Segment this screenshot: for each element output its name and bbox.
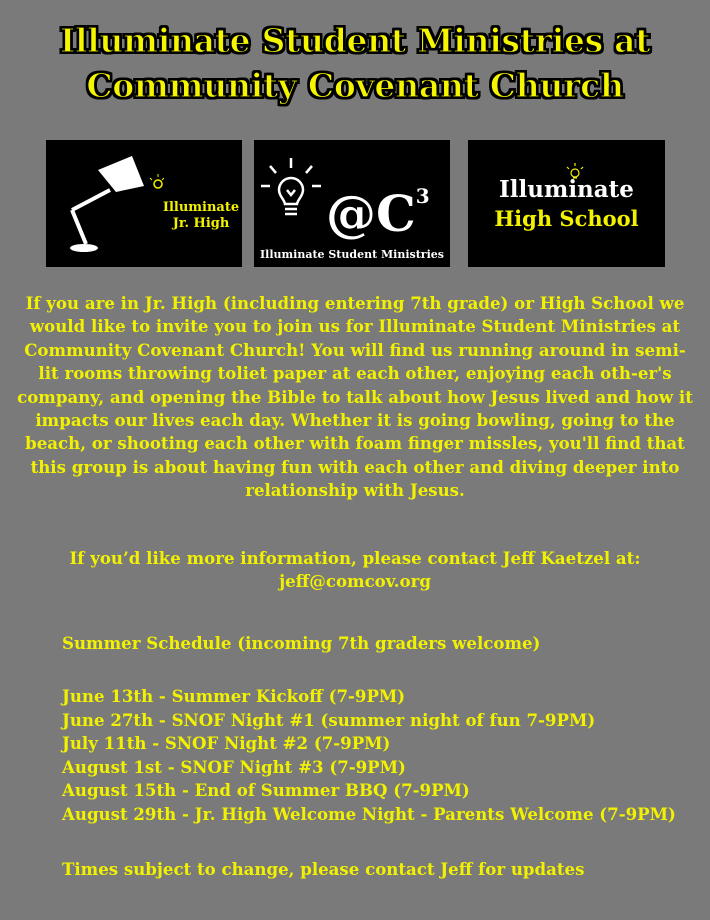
schedule-heading: Summer Schedule (incoming 7th graders welcome) [62, 633, 541, 653]
logo-mark-text: @C [326, 184, 416, 243]
logo-illuminate-jr-high [46, 140, 242, 267]
title-line-2: Community Covenant Church [86, 66, 624, 105]
schedule-list [62, 685, 702, 827]
schedule-item: June 13th - Summer Kickoff (7-9PM) [62, 686, 406, 706]
lightbulb-icon [256, 154, 326, 234]
contact-email: jeff@comcov.org [279, 571, 431, 592]
schedule-item: August 15th - End of Summer BBQ (7-9PM) [62, 780, 470, 801]
schedule-item: June 27th - SNOF Night #1 (summer night of fun 7-9PM) [62, 709, 596, 730]
logo-high-school-line2: High School [494, 206, 639, 231]
logo-illuminate-high-school [468, 140, 665, 267]
logo-jr-high-line1: Illuminate [162, 200, 240, 215]
logo-high-school-line1: Illuminate [499, 176, 634, 203]
logo-at-c-mark [326, 166, 430, 244]
title-line-1: Illuminate Student Ministries at [59, 21, 651, 60]
logo-ministries-caption: Illuminate Student Ministries [260, 248, 444, 261]
schedule-item: August 29th - Jr. High Welcome Night - Parents Welcome (7-9PM) [62, 803, 676, 824]
contact-line: If you’d like more information, please contact Jeff Kaetzel at: [69, 548, 641, 568]
intro-paragraph: If you are in Jr. High (including entering 7th grade) or High School we would like to invite you to join us for Illuminate Student Ministries at Community Covenant Church! You will find us running around in semi-lit rooms throwing toliet paper at each other, enjoying each oth-er's company, and opening the Bible to talk about how Jesus lived and how it impacts our lives each day. Whether it is going bowling, going to the beach, or shooting each other with foam finger missles, you'll find that this group is about having fun with each other and diving deeper into relationship with Jesus. [17, 293, 693, 501]
logo-jr-high-line2: Jr. High [172, 216, 230, 231]
desk-lamp-icon [54, 152, 164, 262]
schedule-item: August 1st - SNOF Night #3 (7-9PM) [62, 756, 406, 777]
schedule-item: July 11th - SNOF Night #2 (7-9PM) [62, 733, 391, 754]
page-title [0, 18, 710, 108]
logo-superscript: 3 [415, 184, 430, 208]
schedule-footer-note: Times subject to change, please contact Jeff for updates [62, 859, 585, 879]
logo-illuminate-student-ministries [254, 140, 450, 267]
contact-info [16, 547, 694, 594]
